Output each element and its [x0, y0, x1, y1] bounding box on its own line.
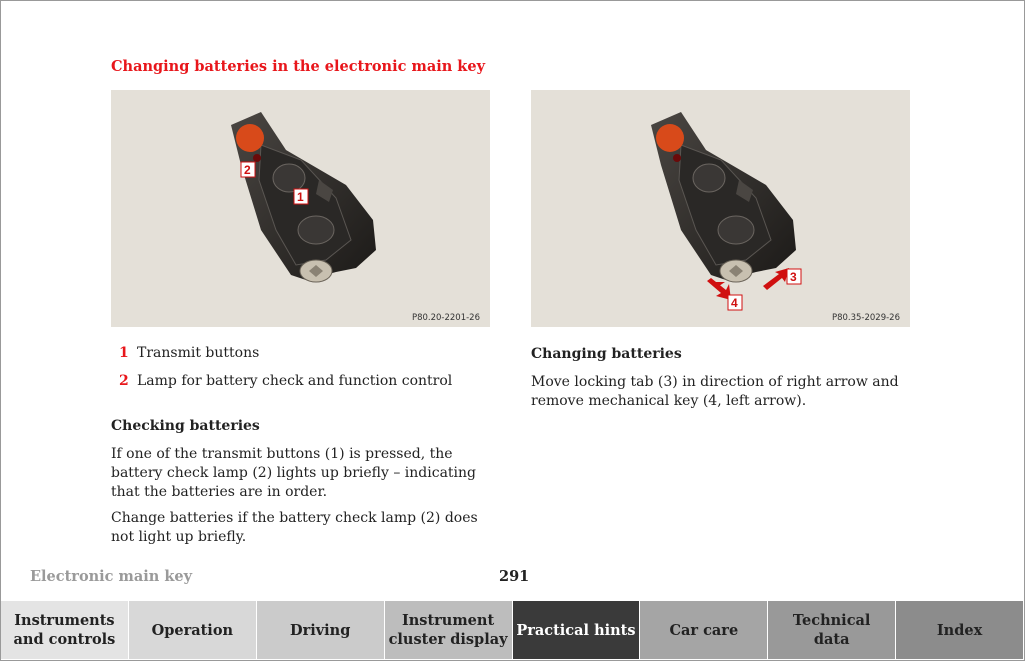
legend-text: Transmit buttons: [137, 345, 260, 361]
legend-number: 2: [119, 373, 129, 389]
callout-4: [728, 295, 742, 310]
figure-key-battery-change: [531, 90, 910, 327]
key-fob-shape: [651, 112, 796, 282]
legend-text: Lamp for battery check and function control: [137, 373, 453, 389]
key-illustration: [111, 90, 490, 327]
key-illustration: [531, 90, 910, 327]
nav-tab-operation[interactable]: Operation: [129, 601, 257, 659]
svg-text:1: 1: [297, 190, 304, 204]
callout-2: [241, 162, 255, 177]
checking-paragraph-1: If one of the transmit buttons (1) is pressed, the battery check lamp (2) lights up briefly – indicating that the batteries are in order.: [111, 446, 476, 500]
checking-paragraph-2: Change batteries if the battery check lamp (2) does not light up briefly.: [111, 510, 478, 545]
chapter-nav-bar: [1, 601, 1023, 659]
svg-text:3: 3: [790, 270, 797, 284]
callout-1: [294, 189, 308, 204]
svg-text:4: 4: [731, 296, 738, 310]
nav-tab-instruments-and-controls[interactable]: Instruments and controls: [1, 601, 129, 659]
page-number: 291: [499, 568, 530, 585]
checking-heading: Checking batteries: [111, 418, 260, 434]
callout-3: [787, 269, 801, 284]
nav-tab-instrument-cluster-display[interactable]: Instrument cluster display: [385, 601, 513, 659]
nav-tab-index[interactable]: Index: [896, 601, 1023, 659]
figure-key-overview: [111, 90, 490, 327]
arrow-left-icon: [707, 278, 731, 300]
nav-tab-driving[interactable]: Driving: [257, 601, 385, 659]
nav-tab-practical-hints[interactable]: Practical hints: [513, 601, 641, 659]
changing-heading: Changing batteries: [531, 346, 682, 362]
changing-paragraph: Move locking tab (3) in direction of right arrow and remove mechanical key (4, left arrow).: [531, 374, 899, 409]
svg-text:2: 2: [244, 163, 251, 177]
arrow-right-icon: [763, 268, 789, 290]
legend-item: [119, 373, 452, 389]
nav-tab-technical-data[interactable]: Technical data: [768, 601, 896, 659]
page-title: Changing batteries in the electronic main key: [111, 58, 486, 75]
figure-code: P80.20-2201-26: [411, 313, 480, 323]
legend-number: 1: [119, 345, 129, 361]
figure-code: P80.35-2029-26: [831, 313, 900, 323]
legend-item: [119, 345, 259, 361]
footer-section-name: Electronic main key: [30, 568, 193, 585]
nav-tab-car-care[interactable]: Car care: [640, 601, 768, 659]
